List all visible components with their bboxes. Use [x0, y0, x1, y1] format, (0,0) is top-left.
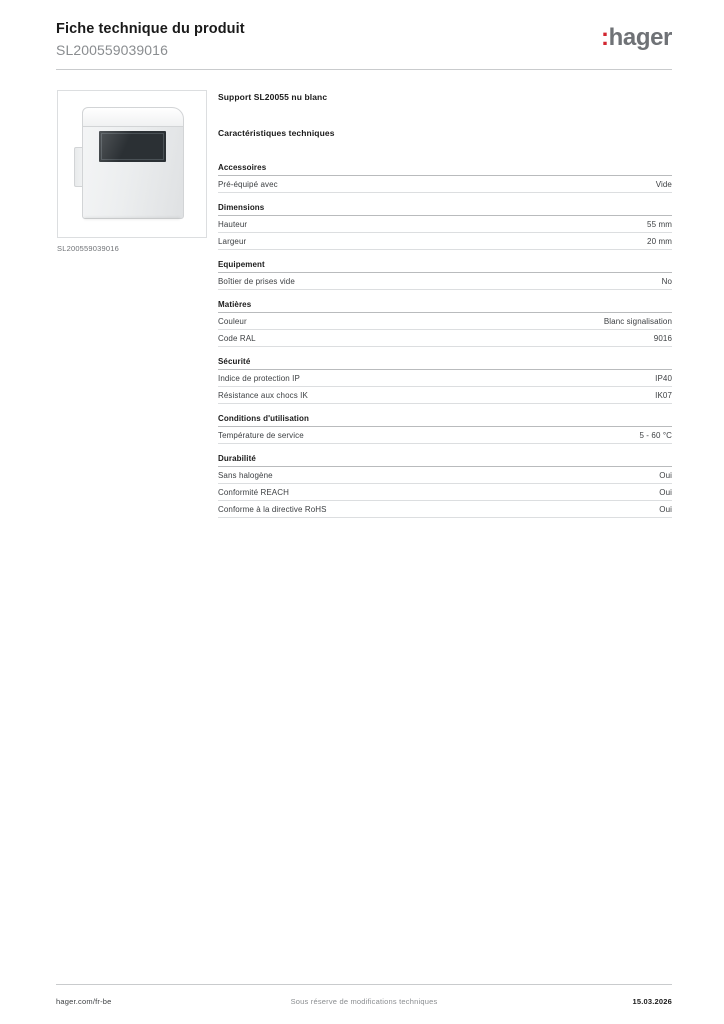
- spec-key: Indice de protection IP: [218, 373, 300, 383]
- footer-website-link[interactable]: hager.com/fr-be: [56, 997, 112, 1006]
- spec-value: No: [661, 276, 672, 286]
- spec-group-label: Equipement: [218, 260, 672, 273]
- spec-group-label: Conditions d'utilisation: [218, 414, 672, 427]
- spec-key: Conformité REACH: [218, 487, 289, 497]
- spec-value: Blanc signalisation: [603, 316, 672, 326]
- spec-row: [218, 330, 672, 347]
- spec-row: [218, 313, 672, 330]
- spec-group-durabilite: [218, 454, 672, 518]
- spec-key: Résistance aux chocs IK: [218, 390, 308, 400]
- spec-key: Sans halogène: [218, 470, 273, 480]
- enclosure-lid: [82, 107, 184, 127]
- enclosure-window: [99, 131, 166, 162]
- spec-key: Couleur: [218, 316, 247, 326]
- specifications-panel: [218, 92, 672, 528]
- spec-value: 55 mm: [647, 219, 672, 229]
- spec-key: Code RAL: [218, 333, 256, 343]
- spec-group-conditions-utilisation: [218, 414, 672, 444]
- spec-value: Oui: [659, 504, 672, 514]
- spec-value: 9016: [653, 333, 672, 343]
- spec-row: [218, 233, 672, 250]
- spec-value: 5 - 60 °C: [639, 430, 672, 440]
- spec-key: Boîtier de prises vide: [218, 276, 295, 286]
- spec-key: Conforme à la directive RoHS: [218, 504, 327, 514]
- spec-row: [218, 501, 672, 518]
- enclosure-body: [82, 113, 184, 219]
- page-header: [56, 20, 672, 59]
- spec-group-label: Sécurité: [218, 357, 672, 370]
- footer-divider: [56, 984, 672, 985]
- spec-key: Température de service: [218, 430, 304, 440]
- spec-group-dimensions: [218, 203, 672, 250]
- spec-row: [218, 216, 672, 233]
- spec-row: [218, 467, 672, 484]
- spec-value: Vide: [655, 179, 672, 189]
- enclosure-window-frame: [101, 133, 164, 160]
- spec-value: IK07: [655, 390, 672, 400]
- spec-group-label: Matières: [218, 300, 672, 313]
- enclosure-illustration: [74, 105, 186, 221]
- spec-value: Oui: [659, 470, 672, 480]
- page-footer: [56, 997, 672, 1006]
- spec-row: [218, 370, 672, 387]
- product-name: Support SL20055 nu blanc: [218, 92, 328, 102]
- spec-key: Largeur: [218, 236, 247, 246]
- spec-value: Oui: [659, 487, 672, 497]
- enclosure-shadow: [84, 217, 180, 220]
- spec-value: IP40: [655, 373, 672, 383]
- logo-wordmark: hager: [608, 24, 672, 51]
- header-titles: [56, 20, 245, 59]
- spec-group-label: Accessoires: [218, 163, 672, 176]
- spec-row: [218, 176, 672, 193]
- spec-key: Pré-équipé avec: [218, 179, 278, 189]
- spec-row: [218, 273, 672, 290]
- specs-heading: Caractéristiques techniques: [218, 128, 335, 138]
- page-title: Fiche technique du produit: [56, 21, 245, 37]
- spec-value: 20 mm: [647, 236, 672, 246]
- spec-group-label: Dimensions: [218, 203, 672, 216]
- spec-row: [218, 387, 672, 404]
- hager-logo: [601, 26, 672, 50]
- spec-row: [218, 427, 672, 444]
- footer-date: 15.03.2026: [632, 997, 672, 1006]
- spec-group-securite: [218, 357, 672, 404]
- spec-group-matieres: [218, 300, 672, 347]
- product-reference: SL200559039016: [56, 41, 168, 58]
- footer-disclaimer: Sous réserve de modifications techniques: [290, 997, 438, 1006]
- logo-colon-mark: :: [601, 24, 609, 51]
- spec-group-label: Durabilité: [218, 454, 672, 467]
- header-divider: [56, 69, 672, 70]
- spec-row: [218, 484, 672, 501]
- spec-key: Hauteur: [218, 219, 248, 229]
- spec-group-equipement: [218, 260, 672, 290]
- spec-group-accessoires: [218, 163, 672, 193]
- product-image: [57, 90, 207, 238]
- image-caption: SL200559039016: [57, 244, 120, 253]
